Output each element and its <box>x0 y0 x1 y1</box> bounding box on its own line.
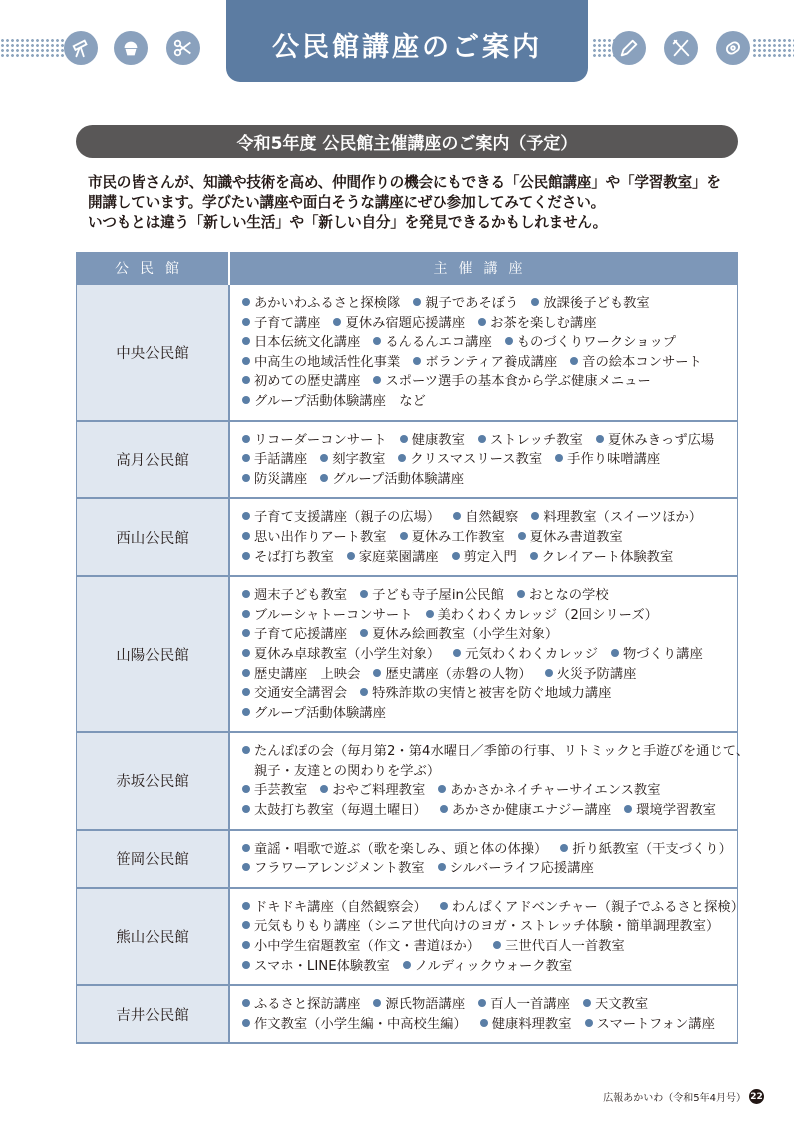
course-line <box>242 859 737 879</box>
course-item: 家庭菜園講座 <box>347 550 439 565</box>
column-header-hall: 公民館 <box>77 253 230 285</box>
page-footer <box>603 1089 764 1104</box>
course-item: あかさか健康エナジー講座 <box>440 803 611 818</box>
pin-badge-icon <box>716 31 750 65</box>
course-line <box>242 333 737 353</box>
course-line <box>242 372 737 392</box>
course-item: ものづくりワークショップ <box>505 335 676 350</box>
course-item-continuation: 親子・友達との関わりを学ぶ） <box>254 763 441 779</box>
course-item: 夏休みきっず広場 <box>596 433 714 448</box>
course-item: シルバーライフ応援講座 <box>438 861 594 876</box>
course-line <box>242 294 737 314</box>
course-item: 特殊詐欺の実情と被害を防ぐ地域力講座 <box>360 686 611 701</box>
course-item: 美わくわくカレッジ（2回シリーズ） <box>426 608 658 623</box>
table-row <box>77 498 738 576</box>
course-item: ストレッチ教室 <box>478 433 583 448</box>
course-item: 元気わくわくカレッジ <box>453 647 598 662</box>
publication-name: 広報あかいわ（令和5年4月号） <box>603 1093 746 1104</box>
course-item: 音の絵本コンサート <box>570 355 702 370</box>
page-title-tab <box>226 0 588 82</box>
course-line <box>242 392 737 412</box>
course-line <box>242 528 737 548</box>
course-item: スマホ・LINE体験教室 <box>242 959 390 974</box>
course-item: あかいわふるさと探検隊 <box>242 296 400 311</box>
hall-name-cell: 赤坂公民館 <box>77 732 230 829</box>
course-line <box>242 431 737 451</box>
course-line <box>242 1015 737 1035</box>
course-item: 夏休み卓球教室（小学生対象） <box>242 647 440 662</box>
course-item: 三世代百人一首教室 <box>493 939 625 954</box>
course-line <box>242 704 737 724</box>
course-item: おやご料理教室 <box>320 783 425 798</box>
course-line <box>242 957 737 977</box>
course-item: グループ活動体験講座 <box>242 706 386 721</box>
course-item: 健康教室 <box>400 433 465 448</box>
course-item: 作文教室（小学生編・中高校生編） <box>242 1017 467 1032</box>
course-line <box>242 548 737 568</box>
course-line <box>242 470 737 490</box>
course-item: 初めての歴史講座 <box>242 374 360 389</box>
course-item: 手作り味噌講座 <box>555 452 660 467</box>
course-item: 子ども寺子屋in公民館 <box>360 588 504 603</box>
course-item: 夏休み絵画教室（小学生対象） <box>360 627 558 642</box>
course-item: 料理教室（スイーツほか） <box>531 510 702 525</box>
table-row <box>77 888 738 985</box>
course-line <box>242 606 737 626</box>
course-item: 源氏物語講座 <box>373 997 465 1012</box>
course-item: ボランティア養成講座 <box>413 355 557 370</box>
course-line <box>242 450 737 470</box>
course-item: ノルディックウォーク教室 <box>403 959 572 974</box>
hall-name-cell: 中央公民館 <box>77 284 230 421</box>
course-item: 火災予防講座 <box>545 667 637 682</box>
hall-name-cell: 吉井公民館 <box>77 985 230 1043</box>
course-item: 子育て応援講座 <box>242 627 347 642</box>
course-line <box>242 781 737 801</box>
course-item: 手話講座 <box>242 452 307 467</box>
course-item: わんぱくアドベンチャー（親子でふるさと探検） <box>440 900 744 915</box>
table-body <box>77 284 750 1043</box>
course-item: ふるさと探訪講座 <box>242 997 360 1012</box>
course-item: 夏休み工作教室 <box>400 530 505 545</box>
course-item: フラワーアレンジメント教室 <box>242 861 425 876</box>
course-line <box>242 684 737 704</box>
course-line <box>242 937 737 957</box>
course-line <box>242 625 737 645</box>
course-list-cell <box>229 284 738 421</box>
course-item: 交通安全講習会 <box>242 686 347 701</box>
course-item: 小中学生宿題教室（作文・書道ほか） <box>242 939 480 954</box>
scissors-icon <box>166 31 200 65</box>
course-line <box>242 840 737 860</box>
course-item: 防災講座 <box>242 472 307 487</box>
table-header-row <box>77 253 738 285</box>
course-item: 元気もりもり講座（シニア世代向けのヨガ・ストレッチ体験・簡単調理教室） <box>242 919 719 934</box>
course-line <box>242 314 737 334</box>
course-line <box>242 353 737 373</box>
course-item: 折り紙教室（干支づくり） <box>560 842 732 857</box>
course-item: 自然観察 <box>453 510 518 525</box>
course-item: スポーツ選手の基本食から学ぶ健康メニュー <box>373 374 650 389</box>
course-list-cell <box>229 888 744 985</box>
course-item: 童謡・唱歌で遊ぶ（歌を楽しみ、頭と体の体操） <box>242 842 547 857</box>
hall-name-cell: 熊山公民館 <box>77 888 230 985</box>
course-item: おとなの学校 <box>517 588 609 603</box>
cupcake-icon <box>114 31 148 65</box>
course-item: グループ活動体験講座 など <box>242 394 426 409</box>
course-item: 日本伝統文化講座 <box>242 335 360 350</box>
table-row <box>77 830 738 888</box>
course-item: クレイアート体験教室 <box>530 550 674 565</box>
table-row <box>77 985 738 1043</box>
course-list-cell <box>229 732 750 829</box>
course-item: 親子であそぼう <box>413 296 518 311</box>
page-number: 22 <box>749 1089 764 1104</box>
course-line <box>242 898 744 918</box>
course-item: そば打ち教室 <box>242 550 334 565</box>
course-item: 週末子ども教室 <box>242 588 347 603</box>
course-item: 太鼓打ち教室（毎週土曜日） <box>242 803 427 818</box>
course-item: クリスマスリース教室 <box>398 452 542 467</box>
course-item: 百人一首講座 <box>478 997 570 1012</box>
course-list-cell <box>229 576 738 732</box>
table-row <box>77 732 738 829</box>
course-line <box>242 995 737 1015</box>
course-item: るんるんエコ講座 <box>373 335 491 350</box>
section-subtitle-bar <box>76 125 738 158</box>
header-dot-pattern-far-right <box>752 38 794 58</box>
course-list-cell <box>229 498 738 576</box>
table-row <box>77 284 738 421</box>
intro-line: 開講しています。学びたい講座や面白そうな講座にぜひ参加してみてください。 <box>88 194 606 211</box>
course-line <box>242 762 737 782</box>
course-line <box>242 917 737 937</box>
intro-line: 市民の皆さんが、知識や技術を高め、仲間作りの機会にもできる「公民館講座」や「学習教室」を <box>88 174 721 191</box>
column-header-courses: 主催講座 <box>229 253 738 285</box>
intro-line: いつもとは違う「新しい生活」や「新しい自分」を発見できるかもしれません。 <box>88 214 608 231</box>
pencil-icon <box>612 31 646 65</box>
course-item: お茶を楽しむ講座 <box>478 316 596 331</box>
course-item: 夏休み書道教室 <box>518 530 623 545</box>
course-item: 子育て講座 <box>242 316 320 331</box>
course-item: 中高生の地域活性化事業 <box>242 355 400 370</box>
course-line <box>242 508 737 528</box>
course-item: 夏休み宿題応援講座 <box>333 316 465 331</box>
course-list-cell <box>229 985 738 1043</box>
course-line <box>242 801 737 821</box>
hall-name-cell: 山陽公民館 <box>77 576 230 732</box>
intro-paragraph <box>88 173 748 233</box>
course-item: 思い出作りアート教室 <box>242 530 387 545</box>
course-item: 放課後子ども教室 <box>531 296 649 311</box>
course-item: たんぽぽの会（毎月第2・第4水曜日／季節の行事、リトミックと手遊びを通じて、 <box>242 744 749 759</box>
course-item: 刻字教室 <box>320 452 385 467</box>
course-item: 環境学習教室 <box>624 803 716 818</box>
course-line <box>242 742 750 762</box>
page-title: 公民館講座のご案内 <box>272 31 542 63</box>
course-line <box>242 645 737 665</box>
course-item: グループ活動体験講座 <box>320 472 464 487</box>
course-line <box>242 586 737 606</box>
course-item: 手芸教室 <box>242 783 307 798</box>
header-dot-pattern-left <box>0 38 66 58</box>
course-list-cell <box>229 830 738 888</box>
fork-knife-icon <box>664 31 698 65</box>
table-row <box>77 421 738 499</box>
course-item: ドキドキ講座（自然観察会） <box>242 900 427 915</box>
course-item: スマートフォン講座 <box>585 1017 715 1032</box>
hall-name-cell: 西山公民館 <box>77 498 230 576</box>
hall-name-cell: 高月公民館 <box>77 421 230 499</box>
table-row <box>77 576 738 732</box>
course-item: 物づくり講座 <box>611 647 703 662</box>
course-item: あかさかネイチャーサイエンス教室 <box>438 783 660 798</box>
course-table <box>76 252 750 1044</box>
course-list-cell <box>229 421 738 499</box>
course-item: 歴史講座（赤磐の人物） <box>373 667 531 682</box>
course-line <box>242 665 737 685</box>
course-item: ブルーシャトーコンサート <box>242 608 413 623</box>
course-item: リコーダーコンサート <box>242 433 387 448</box>
section-subtitle: 令和5年度 公民館主催講座のご案内（予定） <box>236 134 578 154</box>
course-item: 天文教室 <box>583 997 648 1012</box>
course-item: 剪定入門 <box>452 550 517 565</box>
course-item: 歴史講座 上映会 <box>242 667 360 682</box>
hall-name-cell: 笹岡公民館 <box>77 830 230 888</box>
course-item: 子育て支援講座（親子の広場） <box>242 510 440 525</box>
course-item: 健康料理教室 <box>480 1017 572 1032</box>
telescope-icon <box>64 31 98 65</box>
